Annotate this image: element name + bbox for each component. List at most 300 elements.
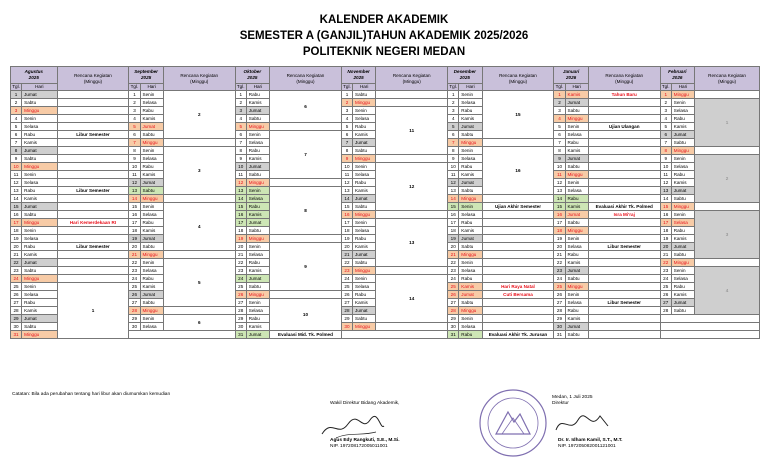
plan-cell (588, 291, 660, 299)
plan-cell (588, 227, 660, 235)
day-cell: Sabtu (353, 147, 376, 155)
plan-column-header (482, 67, 554, 91)
day-cell: Selasa (353, 283, 376, 291)
day-cell: Senin (246, 131, 269, 139)
empty-cell (660, 323, 759, 331)
month-header (11, 67, 58, 84)
plan-cell (482, 227, 554, 235)
director-title: Direktur (552, 401, 569, 406)
day-cell: Minggu (353, 267, 376, 275)
date-cell: 9 (448, 155, 459, 163)
day-cell: Minggu (459, 139, 482, 147)
date-cell: 14 (11, 195, 22, 203)
day-cell: Senin (565, 291, 588, 299)
day-cell: Kamis (353, 299, 376, 307)
day-cell: Senin (140, 203, 163, 211)
date-cell: 19 (235, 235, 246, 243)
day-cell: Kamis (22, 307, 57, 315)
date-col-header: Tgl. (661, 84, 670, 89)
day-cell: Sabtu (353, 203, 376, 211)
plan-cell (482, 323, 554, 331)
date-cell: 23 (235, 267, 246, 275)
vice-director-nip: NIP. 197208172005011001 (330, 444, 388, 449)
day-cell: Minggu (565, 115, 588, 123)
date-cell: 5 (11, 123, 22, 131)
calendar-note: Catatan: Bila ada perubahan tentang hari libur akan diumumkan kemudian (12, 392, 171, 397)
date-cell: 12 (448, 179, 459, 187)
calendar-activity: Libur Semester (588, 243, 660, 251)
plan-cell (376, 155, 448, 163)
plan-cell (57, 139, 129, 147)
day-cell: Minggu (565, 227, 588, 235)
day-cell: Jumat (565, 211, 588, 219)
month-name: Januari (562, 69, 580, 74)
date-cell: 16 (341, 211, 352, 219)
date-cell: 2 (341, 99, 352, 107)
day-cell: Sabtu (22, 211, 57, 219)
date-cell: 5 (235, 123, 246, 131)
month-header (129, 67, 163, 84)
plan-cell (57, 147, 129, 155)
day-cell: Rabu (140, 107, 163, 115)
date-cell: 16 (235, 211, 246, 219)
date-cell: 30 (129, 323, 140, 331)
empty-cell (129, 331, 235, 339)
date-cell: 15 (235, 203, 246, 211)
date-cell: 18 (448, 227, 459, 235)
day-cell: Senin (246, 187, 269, 195)
date-cell: 24 (129, 275, 140, 283)
day-cell: Minggu (246, 179, 269, 187)
day-cell: Sabtu (22, 99, 57, 107)
date-cell: 27 (660, 299, 671, 307)
day-cell: Sabtu (671, 307, 694, 315)
date-cell: 23 (11, 267, 22, 275)
date-cell: 24 (554, 275, 565, 283)
week-number: 3 (695, 211, 760, 259)
calendar-title: KALENDER AKADEMIK (319, 14, 449, 26)
day-cell: Selasa (22, 235, 57, 243)
date-cell: 28 (129, 307, 140, 315)
plan-cell (57, 195, 129, 203)
day-cell: Kamis (565, 203, 588, 211)
date-cell: 13 (448, 187, 459, 195)
month-year: 2025 (353, 75, 364, 80)
date-cell: 22 (341, 259, 352, 267)
day-cell: Jumat (22, 315, 57, 323)
date-cell: 7 (341, 139, 352, 147)
month-header (235, 67, 269, 84)
date-cell: 28 (11, 307, 22, 315)
day-cell: Minggu (671, 91, 694, 99)
plan-cell (482, 315, 554, 323)
day-cell: Senin (671, 155, 694, 163)
day-cell: Kamis (671, 179, 694, 187)
date-cell: 5 (341, 123, 352, 131)
date-cell: 13 (129, 187, 140, 195)
date-cell: 12 (660, 179, 671, 187)
plan-cell (588, 139, 660, 147)
date-cell: 18 (341, 227, 352, 235)
date-cell: 12 (11, 179, 22, 187)
date-cell: 2 (129, 99, 140, 107)
date-cell: 14 (341, 195, 352, 203)
day-cell: Selasa (140, 267, 163, 275)
date-cell: 21 (341, 251, 352, 259)
day-col-header: Hari (140, 84, 163, 91)
month-name: Agustus (24, 69, 43, 74)
date-cell: 19 (660, 235, 671, 243)
week-number: 16 (482, 147, 554, 195)
date-cell: 27 (11, 299, 22, 307)
calendar-activity: Libur Semester (57, 243, 129, 251)
date-cell: 20 (554, 243, 565, 251)
day-cell: Jumat (140, 179, 163, 187)
day-cell: Kamis (459, 283, 482, 291)
date-cell: 21 (660, 251, 671, 259)
date-cell: 11 (129, 171, 140, 179)
day-cell: Jumat (353, 251, 376, 259)
date-cell: 4 (129, 115, 140, 123)
date-cell: 4 (660, 115, 671, 123)
plan-cell (376, 99, 448, 107)
day-cell: Selasa (353, 171, 376, 179)
day-cell: Senin (565, 179, 588, 187)
date-cell: 1 (11, 91, 22, 99)
day-cell: Selasa (565, 299, 588, 307)
day-cell: Rabu (140, 275, 163, 283)
plan-label: Rencana Kegiatan (499, 72, 537, 78)
date-cell: 4 (554, 115, 565, 123)
day-cell: Kamis (459, 171, 482, 179)
date-cell: 19 (341, 235, 352, 243)
plan-cell (695, 147, 760, 155)
date-cell: 24 (660, 275, 671, 283)
empty-cell (341, 331, 447, 339)
date-cell: 3 (341, 107, 352, 115)
plan-cell (482, 307, 554, 315)
day-cell: Minggu (246, 123, 269, 131)
date-cell: 17 (235, 219, 246, 227)
date-cell: 14 (235, 195, 246, 203)
day-cell: Sabtu (22, 267, 57, 275)
date-cell: 11 (448, 171, 459, 179)
month-header (341, 67, 375, 84)
plan-cell (588, 259, 660, 267)
date-cell: 13 (341, 187, 352, 195)
day-cell: Kamis (353, 131, 376, 139)
date-cell: 20 (129, 243, 140, 251)
day-cell: Rabu (140, 163, 163, 171)
day-cell: Minggu (140, 139, 163, 147)
date-cell: 11 (341, 171, 352, 179)
plan-cell (482, 235, 554, 243)
day-cell: Kamis (459, 227, 482, 235)
day-cell: Sabtu (459, 187, 482, 195)
date-cell: 1 (129, 91, 140, 99)
date-cell: 8 (341, 147, 352, 155)
day-cell: Jumat (22, 259, 57, 267)
day-cell: Rabu (246, 147, 269, 155)
day-cell: Senin (140, 147, 163, 155)
date-cell: 15 (554, 203, 565, 211)
date-cell: 1 (235, 91, 246, 99)
day-cell: Jumat (353, 195, 376, 203)
date-cell: 19 (554, 235, 565, 243)
month-name: November (347, 69, 370, 74)
date-cell: 10 (11, 163, 22, 171)
day-cell: Senin (140, 91, 163, 99)
day-cell: Sabtu (459, 243, 482, 251)
day-cell: Jumat (140, 123, 163, 131)
plan-column-header (57, 67, 129, 91)
date-cell: 29 (129, 315, 140, 323)
week-label: (Minggu) (615, 78, 634, 84)
plan-cell (588, 163, 660, 171)
calendar-activity: Ujian Akhir Semester (482, 203, 554, 211)
date-cell: 4 (448, 115, 459, 123)
day-cell: Senin (353, 275, 376, 283)
day-cell: Rabu (22, 187, 57, 195)
plan-cell (482, 243, 554, 251)
date-cell: 3 (660, 107, 671, 115)
month-year: 2026 (565, 75, 577, 80)
month-year: 2026 (672, 75, 683, 80)
institution-name: POLITEKNIK NEGERI MEDAN (302, 46, 466, 58)
date-cell: 8 (235, 147, 246, 155)
day-cell: Selasa (671, 163, 694, 171)
plan-cell (695, 91, 760, 99)
date-cell: 29 (448, 315, 459, 323)
day-col-header: Hari (246, 84, 269, 91)
plan-cell (482, 251, 554, 259)
week-number: 2 (163, 91, 235, 139)
plan-cell (482, 195, 554, 203)
day-cell: Rabu (565, 139, 588, 147)
plan-cell (588, 171, 660, 179)
day-cell: Jumat (140, 291, 163, 299)
date-cell: 5 (660, 123, 671, 131)
day-cell: Jumat (671, 187, 694, 195)
week-number: 15 (482, 91, 554, 139)
plan-cell (163, 195, 235, 203)
date-cell: 24 (448, 275, 459, 283)
day-cell: Minggu (140, 251, 163, 259)
date-cell: 28 (448, 307, 459, 315)
date-cell: 30 (448, 323, 459, 331)
day-cell: Minggu (353, 155, 376, 163)
plan-cell (57, 107, 129, 115)
plan-label: Rencana Kegiatan (605, 72, 644, 78)
date-cell: 9 (341, 155, 352, 163)
day-cell: Kamis (246, 99, 269, 107)
day-cell: Kamis (22, 195, 57, 203)
plan-cell (57, 251, 129, 259)
academic-calendar-table (10, 66, 760, 382)
day-cell: Selasa (246, 195, 269, 203)
day-cell: Jumat (140, 235, 163, 243)
plan-cell (163, 307, 235, 315)
date-cell: 22 (660, 259, 671, 267)
week-label: (Minggu) (83, 78, 103, 84)
plan-label: Rencana Kegiatan (392, 72, 431, 78)
day-cell: Selasa (353, 115, 376, 123)
day-cell: Sabtu (246, 171, 269, 179)
date-cell: 3 (129, 107, 140, 115)
day-cell: Rabu (459, 107, 482, 115)
date-cell: 10 (341, 163, 352, 171)
day-cell: Senin (246, 243, 269, 251)
day-cell: Sabtu (140, 187, 163, 195)
date-cell: 30 (11, 323, 22, 331)
day-cell: Jumat (22, 203, 57, 211)
date-cell: 16 (554, 211, 565, 219)
day-cell: Selasa (246, 307, 269, 315)
day-cell: Minggu (140, 195, 163, 203)
day-cell: Jumat (671, 131, 694, 139)
day-cell: Selasa (353, 227, 376, 235)
director-name: Dr. Ir. Idham Kamil, S.T., M.T. (558, 438, 623, 443)
date-cell: 20 (341, 243, 352, 251)
week-number: 6 (270, 91, 342, 123)
month-header (448, 67, 482, 84)
calendar-activity: Libur Semester (588, 299, 660, 307)
day-cell: Sabtu (140, 243, 163, 251)
date-cell: 22 (235, 259, 246, 267)
date-cell: 5 (448, 123, 459, 131)
month-year: 2025 (459, 75, 470, 80)
day-cell: Senin (459, 315, 482, 323)
day-cell: Selasa (459, 323, 482, 331)
day-cell: Senin (246, 299, 269, 307)
date-cell: 15 (129, 203, 140, 211)
day-cell: Jumat (22, 147, 57, 155)
plan-cell (482, 139, 554, 147)
date-cell: 29 (554, 315, 565, 323)
date-cell: 28 (554, 307, 565, 315)
day-cell: Rabu (246, 315, 269, 323)
date-cell: 29 (235, 315, 246, 323)
day-cell: Selasa (22, 179, 57, 187)
day-cell: Kamis (140, 227, 163, 235)
date-cell: 3 (554, 107, 565, 115)
plan-column-header (270, 67, 342, 91)
day-cell: Jumat (246, 163, 269, 171)
day-cell: Sabtu (459, 131, 482, 139)
calendar-activity: Isra Mi'raj (588, 211, 660, 219)
day-cell: Selasa (22, 291, 57, 299)
day-cell: Senin (671, 99, 694, 107)
date-cell: 22 (448, 259, 459, 267)
empty-cell (660, 331, 759, 339)
date-cell: 24 (341, 275, 352, 283)
day-cell: Kamis (246, 323, 269, 331)
day-cell: Rabu (353, 179, 376, 187)
plan-cell (57, 275, 129, 283)
date-cell: 4 (11, 115, 22, 123)
date-cell: 6 (11, 131, 22, 139)
date-cell: 13 (660, 187, 671, 195)
plan-cell (482, 275, 554, 283)
date-cell: 2 (554, 99, 565, 107)
week-number: 4 (163, 203, 235, 251)
day-cell: Minggu (565, 283, 588, 291)
day-cell: Selasa (459, 211, 482, 219)
day-cell: Jumat (246, 331, 269, 339)
date-cell: 27 (129, 299, 140, 307)
date-cell: 21 (235, 251, 246, 259)
date-cell: 8 (554, 147, 565, 155)
day-cell: Senin (671, 211, 694, 219)
plan-cell (270, 291, 342, 299)
date-cell: 22 (11, 259, 22, 267)
day-cell: Jumat (22, 91, 57, 99)
day-cell: Sabtu (565, 275, 588, 283)
day-cell: Senin (565, 123, 588, 131)
day-cell: Senin (459, 203, 482, 211)
plan-column-header (163, 67, 235, 91)
date-cell: 22 (129, 259, 140, 267)
date-cell: 18 (554, 227, 565, 235)
plan-cell (588, 155, 660, 163)
date-cell: 14 (554, 195, 565, 203)
plan-cell (57, 171, 129, 179)
day-cell: Jumat (459, 123, 482, 131)
month-header (660, 67, 694, 84)
day-cell: Kamis (565, 91, 588, 99)
date-cell: 12 (235, 179, 246, 187)
plan-cell (588, 107, 660, 115)
date-cell: 17 (341, 219, 352, 227)
date-col-header: Tgl. (236, 84, 245, 89)
plan-cell (270, 235, 342, 243)
day-cell: Jumat (353, 139, 376, 147)
week-number: 13 (376, 219, 448, 267)
day-cell: Jumat (459, 291, 482, 299)
plan-cell (57, 179, 129, 187)
plan-label: Rencana Kegiatan (286, 72, 325, 78)
day-cell: Jumat (565, 155, 588, 163)
date-cell: 9 (660, 155, 671, 163)
date-col-header: Tgl. (12, 84, 20, 89)
day-cell: Kamis (565, 259, 588, 267)
date-cell: 2 (11, 99, 22, 107)
month-year: 2025 (140, 75, 152, 80)
day-cell: Jumat (565, 323, 588, 331)
date-cell: 23 (129, 267, 140, 275)
date-cell: 17 (129, 219, 140, 227)
date-cell: 2 (660, 99, 671, 107)
day-cell: Sabtu (565, 219, 588, 227)
date-cell: 6 (341, 131, 352, 139)
day-cell: Sabtu (22, 155, 57, 163)
day-col-header: Hari (459, 84, 482, 91)
date-cell: 1 (448, 91, 459, 99)
date-cell: 11 (554, 171, 565, 179)
plan-cell (588, 323, 660, 331)
date-cell: 13 (554, 187, 565, 195)
week-number: 5 (163, 259, 235, 307)
date-cell: 16 (660, 211, 671, 219)
day-cell: Kamis (140, 115, 163, 123)
plan-cell (588, 187, 660, 195)
day-cell: Minggu (353, 99, 376, 107)
week-number: 14 (376, 275, 448, 323)
plan-cell (163, 139, 235, 147)
week-number: 10 (270, 299, 342, 331)
day-cell: Jumat (565, 267, 588, 275)
date-cell: 27 (235, 299, 246, 307)
